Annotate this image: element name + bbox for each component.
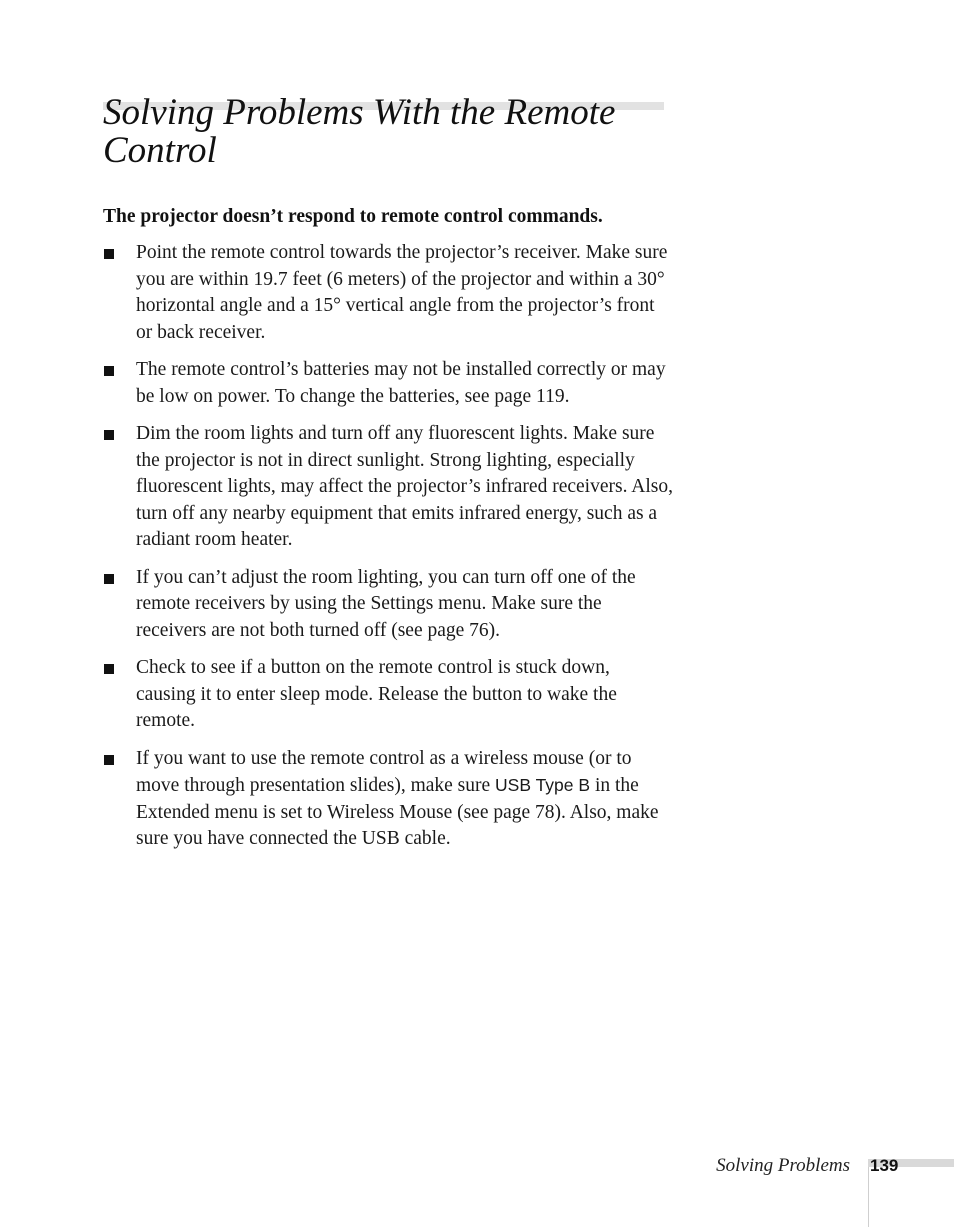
list-item-text: Point the remote control towards the projector’s receiver. Make sure you are within 19.7 feet (6 meters) of the projector and within a 30° horizontal angle and a 15° vertical angle from the projector’s front or back receiver.	[136, 242, 668, 343]
list-item-text: Dim the room lights and turn off any fluorescent lights. Make sure the projector is not in direct sunlight. Strong lighting, especially fluorescent lights, may affect the projector’s infrared receivers. Also, turn off any nearby equipment that emits infrared energy, such as a radiant room heater.	[136, 423, 673, 550]
list-item	[103, 655, 673, 735]
solution-list	[103, 240, 673, 864]
menu-item-name: USB Type B	[495, 775, 591, 795]
list-item-text: If you want to use the remote control as a wireless mouse (or to move through presentation slides), make sure	[136, 747, 632, 796]
square-bullet-icon	[104, 755, 114, 765]
list-item-text: in the Extended menu is set to Wireless Mouse (see page 78). Also, make sure you have connected the USB cable.	[136, 775, 659, 849]
square-bullet-icon	[104, 249, 114, 259]
square-bullet-icon	[104, 664, 114, 674]
list-item	[103, 421, 673, 554]
square-bullet-icon	[104, 574, 114, 584]
list-item	[103, 357, 673, 410]
list-item	[103, 565, 673, 645]
footer-section-title: Solving Problems	[716, 1155, 850, 1176]
footer-divider	[868, 1167, 869, 1227]
page-number: 139	[870, 1156, 899, 1175]
square-bullet-icon	[104, 430, 114, 440]
list-item-text: Check to see if a button on the remote control is stuck down, causing it to enter sleep mode. Release the button to wake the remote.	[136, 657, 617, 731]
list-item	[103, 240, 673, 346]
square-bullet-icon	[104, 366, 114, 376]
list-item-text: If you can’t adjust the room lighting, you can turn off one of the remote receivers by using the Settings menu. Make sure the receivers are not both turned off (see page 76).	[136, 566, 636, 641]
list-item	[103, 746, 673, 853]
page-title: Solving Problems With the Remote Control	[103, 92, 616, 171]
problem-heading: The projector doesn’t respond to remote control commands.	[103, 206, 603, 227]
list-item-text: The remote control’s batteries may not be installed correctly or may be low on power. To change the batteries, see page 119.	[136, 359, 666, 407]
